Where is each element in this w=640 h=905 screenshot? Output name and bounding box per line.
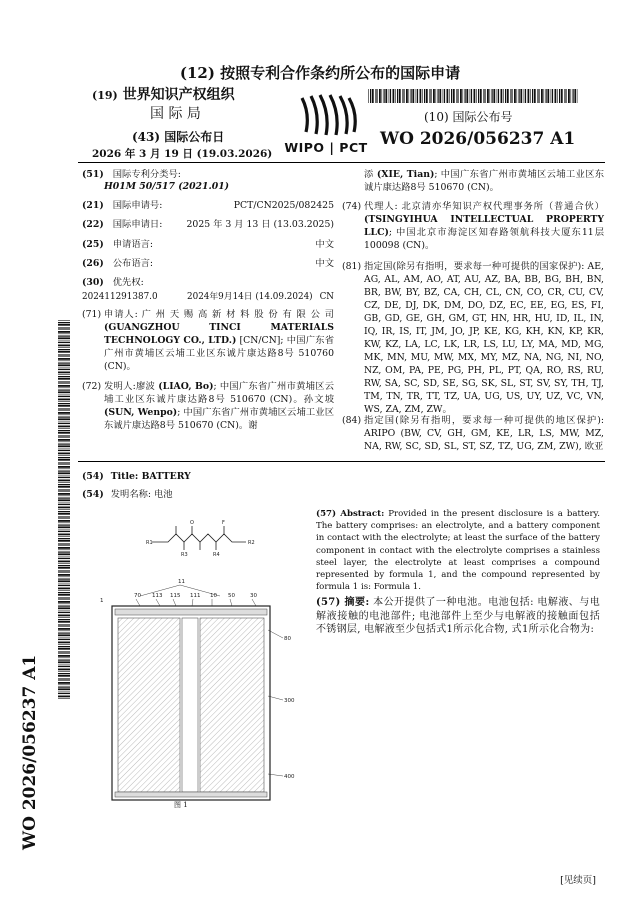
publication-date-value: 2026 年 3 月 19 日 (19.03.2026)	[92, 148, 273, 160]
field-26: (26) 公布语言: 中文	[82, 258, 334, 269]
document-type-title: (12) 按照专利合作条约所公布的国际申请	[179, 64, 461, 82]
barcode-graphic	[368, 89, 578, 103]
publication-number-block	[380, 110, 580, 150]
org-number: (19)	[92, 89, 118, 102]
biblio-divider	[78, 461, 605, 462]
figure-caption: 图 1	[174, 801, 188, 809]
callout-80: 80	[284, 636, 291, 642]
publication-number-label: (10) 国际公布号	[424, 110, 513, 124]
field-74-num: (74)	[342, 201, 362, 212]
field-30: (30) 优先权:	[82, 277, 144, 288]
svg-text:O: O	[190, 520, 194, 526]
abstract-en: (57) Abstract: Provided in the present disclosure is a battery. The battery comprises: an electrolyte, and a battery component in contact with the electrolyte; at least the surface of the battery component in contact with the electrolyte comprises a stainless steel layer, the electrolyte at least comprises a compound represented by formula 1, and the compound represented by formula 1 is: Formula 1.	[316, 509, 600, 593]
field-84-regional: 指定国(除另有指明，要求每一种可提供的地区保护): ARIPO (BW, CV, GH, GM, KE, LR, LS, MW, MZ, NA, RW, SC, SD, SL, ST, SZ, TZ, UG, ZM, ZW), 欧亚	[364, 415, 604, 452]
priority-entry: 202411291387.0 2024年9月14日 (14.09.2024) CN	[82, 292, 334, 302]
callout-70: 70	[134, 593, 141, 599]
callout-1: 1	[100, 598, 104, 604]
chemical-structure-icon	[146, 512, 266, 558]
battery-cross-section-drawing	[100, 578, 300, 806]
field-25: (25) 申请语言: 中文	[82, 239, 334, 250]
svg-text:R3: R3	[181, 552, 188, 558]
field-74-agent: 代理人: 北京清亦华知识产权代理事务所（普通合伙）(TSINGYIHUA INTELLECTUAL PROPERTY LLC); 中国北京市海淀区知春路领航科技大厦东11层 100098 (CN)。	[364, 201, 604, 251]
field-22: (22) 国际申请日: 2025 年 3 月 13 日 (13.03.2025)	[82, 219, 334, 230]
organization-block	[92, 86, 282, 162]
field-21: (21) 国际申请号: PCT/CN2025/082425	[82, 200, 334, 211]
callout-300: 300	[284, 698, 295, 704]
header-divider	[78, 162, 605, 163]
wipo-logo-text: WIPO | PCT	[284, 140, 368, 155]
wipo-logo	[284, 92, 368, 155]
callout-113: 113	[152, 593, 163, 599]
publication-number: WO 2026/056237 A1	[380, 129, 576, 149]
org-name: 世界知识产权组织	[122, 87, 235, 103]
field-72-inventors: 发明人:廖波 (LIAO, Bo); 中国广东省广州市黄埔区云埔工业区东诚片康达路8号 510670 (CN)。孙文坡 (SUN, Wenpo); 中国广东省广州市黄埔区云埔工业区东诚片康达路8号 510670 (CN)。谢	[104, 381, 335, 431]
callout-30: 30	[250, 593, 257, 599]
field-81-designated-states: 指定国(除另有指明，要求每一种可提供的国家保护): AE, AG, AL, AM, AO, AT, AU, AZ, BA, BB, BG, BH, BN, BR, BW, BY, BZ, CA, CH, CL, CN, CO, CR, CU, CV, CZ, DE, DJ, DK, DM, DO, DZ, EC, EE, EG, ES, FI, GB, GD, GE, GH, GM, GT, HN, HR, HU, ID, IL, IN, IQ, IR, IS, IT, JM, JO, JP, KE, KG, KH, KN, KP, KR, KW, KZ, LA, LC, LK, LR, LS, LU, LY, MA, MD, MG, MK, MN, MU, MW, MX, MY, MZ, NA, NG, NI, NO, NZ, OM, PA, PE, PG, PH, PL, PT, QA, RO, RS, RU, RW, SA, SC, SD, SE, SG, SK, SL, ST, SV, SY, TH, TJ, TM, TN, TR, TT, TZ, UA, UG, US, UY, UZ, VC, VN, WS, ZA, ZM, ZW。	[364, 261, 604, 415]
callout-10: 10	[210, 593, 217, 599]
side-publication-number: WO 2026/056237 A1	[20, 654, 40, 850]
side-barcode	[58, 320, 70, 700]
svg-text:R2: R2	[248, 540, 255, 546]
title-en: (54) Title: BATTERY	[82, 471, 191, 482]
continued-on-next-page: [见续页]	[560, 875, 596, 886]
org-subname: 国 际 局	[150, 106, 201, 122]
formula-figure	[146, 512, 266, 558]
ipc-classification: H01M 50/517 (2021.01)	[104, 181, 230, 192]
battery-figure	[100, 578, 300, 809]
field-72-continued: 添 (XIE, Tian); 中国广东省广州市黄埔区云埔工业区东诚片康达路8号 510670 (CN)。	[364, 169, 604, 193]
barcode	[368, 88, 578, 102]
callout-115: 115	[170, 593, 181, 599]
field-72-num: (72)	[82, 381, 102, 392]
publication-date-label: (43) 国际公布日	[132, 130, 225, 144]
wipo-emblem-icon	[284, 92, 368, 136]
callout-11: 11	[178, 579, 185, 585]
svg-text:R4: R4	[213, 552, 220, 558]
field-51: (51) 国际专利分类号:	[82, 169, 181, 180]
callout-111: 111	[190, 593, 201, 599]
svg-text:F: F	[222, 520, 225, 526]
svg-text:R1: R1	[146, 540, 153, 546]
field-84-num: (84)	[342, 415, 362, 426]
callout-400: 400	[284, 774, 295, 780]
abstract-zh: (57) 摘要: 本公开提供了一种电池。电池包括: 电解液、与电解液接触的电池部件; 电池部件上至少与电解液的接触面包括不锈钢层, 电解液至少包括式1所示化合物, 式1所示化合物为:	[316, 597, 601, 635]
field-71-applicant: 申请人: 广 州 天 赐 高 新 材 料 股 份 有 限 公 司 (GUANGZHOU TINCI MATERIALS TECHNOLOGY CO., LTD.) [CN/CN]; 中国广东省广州市黄埔区云埔工业区东诚片康达路8号 510760 (CN)。	[104, 309, 335, 372]
title-zh: (54) 发明名称: 电池	[82, 489, 173, 500]
side-barcode-graphic	[58, 320, 70, 700]
field-81-num: (81)	[342, 261, 362, 272]
callout-50: 50	[228, 593, 235, 599]
field-71-num: (71)	[82, 309, 102, 320]
